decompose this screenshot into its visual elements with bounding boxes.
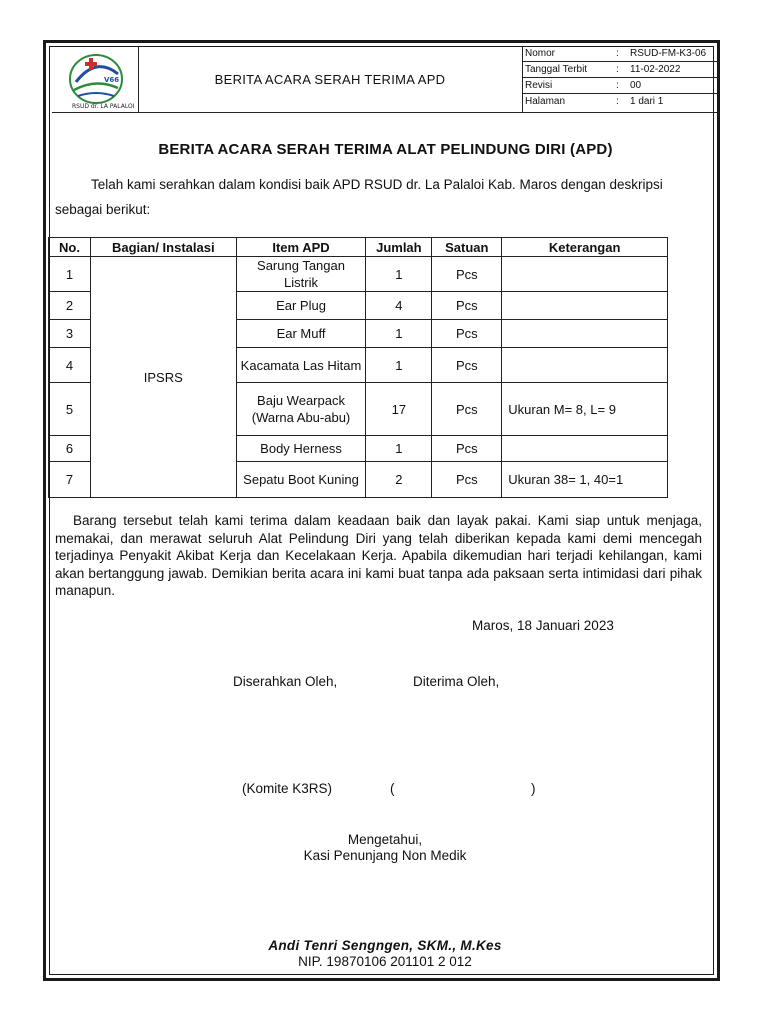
- received-by-label: Diterima Oleh,: [413, 674, 500, 689]
- meta-sep: :: [613, 62, 627, 78]
- cell-no: 7: [49, 462, 91, 498]
- cell-notes: [502, 348, 668, 383]
- cell-notes: Ukuran 38= 1, 40=1: [502, 462, 668, 498]
- cell-item: Ear Plug: [236, 292, 366, 320]
- meta-label: Nomor: [522, 46, 613, 62]
- hospital-logo-icon: [52, 46, 138, 112]
- cell-unit: IPSRS: [90, 257, 236, 498]
- cell-satuan: Pcs: [432, 292, 502, 320]
- cell-no: 3: [49, 320, 91, 348]
- cell-satuan: Pcs: [432, 257, 502, 292]
- table-header-row: [49, 238, 668, 257]
- col-header-notes: Keterangan: [502, 238, 668, 257]
- logo-caption: RSUD dr. LA PALALOI: [72, 103, 135, 110]
- handed-by-label: Diserahkan Oleh,: [233, 674, 338, 689]
- cell-qty: 1: [366, 320, 432, 348]
- intro-paragraph: [55, 172, 710, 222]
- cell-no: 2: [49, 292, 91, 320]
- signer-nip: NIP. 19870106 201101 2 012: [298, 954, 472, 969]
- statement-text: Barang tersebut telah kami terima dalam keadaan baik dan layak pakai. Kami siap untuk menjaga, memakai, dan merawat seluruh Alat Pelindung Diri yang telah diberikan kepada kami demi mencegah terjadinya Penyakit Akibat Kerja dan Kecelakaan Kerja. Apabila dikemudian hari terjadi kehilangan, kami akan bertanggung jawab. Demikian berita acara ini kami buat tanpa ada paksaan serta intimidasi dari pihak manapun.: [55, 513, 702, 598]
- cell-satuan: Pcs: [432, 348, 502, 383]
- cell-no: 6: [49, 436, 91, 462]
- col-header-unit-measure: Satuan: [432, 238, 502, 257]
- meta-label: Revisi: [522, 78, 613, 94]
- col-header-unit: Bagian/ Instalasi: [90, 238, 236, 257]
- cell-qty: 4: [366, 292, 432, 320]
- header-title: BERITA ACARA SERAH TERIMA APD: [138, 46, 523, 112]
- cell-item: Body Herness: [236, 436, 366, 462]
- cell-satuan: Pcs: [432, 383, 502, 436]
- cell-item: Baju Wearpack (Warna Abu-abu): [236, 383, 366, 436]
- cell-satuan: Pcs: [432, 320, 502, 348]
- cell-no: 5: [49, 383, 91, 436]
- intro-text: Telah kami serahkan dalam kondisi baik APD RSUD dr. La Palaloi Kab. Maros dengan deskripsi sebagai berikut:: [55, 177, 663, 217]
- signer-name: Andi Tenri Sengngen, SKM., M.Kes: [268, 938, 502, 953]
- meta-row: [522, 46, 719, 62]
- meta-row: [522, 78, 719, 94]
- cell-notes: Ukuran M= 8, L= 9: [502, 383, 668, 436]
- meta-value: 1 dari 1: [630, 96, 664, 107]
- cell-satuan: Pcs: [432, 462, 502, 498]
- cell-item: Sepatu Boot Kuning: [236, 462, 366, 498]
- cell-no: 4: [49, 348, 91, 383]
- meta-sep: :: [613, 78, 627, 94]
- cell-qty: 1: [366, 348, 432, 383]
- handed-by-name: (Komite K3RS): [242, 781, 333, 796]
- statement-paragraph: [55, 512, 702, 600]
- meta-row: [522, 94, 719, 110]
- meta-label: Halaman: [525, 96, 566, 107]
- cell-notes: [502, 320, 668, 348]
- document-title: BERITA ACARA SERAH TERIMA ALAT PELINDUNG DIRI (APD): [158, 141, 613, 158]
- meta-sep: :: [616, 96, 619, 107]
- meta-row: [522, 62, 719, 78]
- cell-notes: [502, 257, 668, 292]
- meta-value: RSUD-FM-K3-06: [627, 46, 719, 62]
- meta-value: 00: [627, 78, 719, 94]
- svg-text:V66: V66: [104, 76, 120, 84]
- cell-no: 1: [49, 257, 91, 292]
- received-open-paren: (: [390, 781, 395, 796]
- acknowledged-label: Mengetahui,: [347, 832, 423, 847]
- table-row: [49, 257, 668, 292]
- col-header-no: No.: [49, 238, 91, 257]
- apd-table: [48, 237, 668, 498]
- meta-label: Tanggal Terbit: [522, 62, 613, 78]
- cell-item: Kacamata Las Hitam: [236, 348, 366, 383]
- cell-notes: [502, 436, 668, 462]
- cell-item: Sarung Tangan Listrik: [236, 257, 366, 292]
- meta-sep: :: [613, 46, 627, 62]
- col-header-item: Item APD: [236, 238, 366, 257]
- cell-satuan: Pcs: [432, 436, 502, 462]
- cell-notes: [502, 292, 668, 320]
- received-close-paren: ): [531, 781, 536, 796]
- cell-qty: 1: [366, 257, 432, 292]
- meta-value: 11-02-2022: [627, 62, 719, 78]
- acknowledged-role: Kasi Penunjang Non Medik: [303, 848, 467, 863]
- document-meta-table: [522, 46, 719, 109]
- cell-qty: 2: [366, 462, 432, 498]
- col-header-qty: Jumlah: [366, 238, 432, 257]
- document-header: [52, 46, 719, 113]
- logo-cell: [52, 46, 139, 112]
- cell-qty: 17: [366, 383, 432, 436]
- cell-item: Ear Muff: [236, 320, 366, 348]
- cell-qty: 1: [366, 436, 432, 462]
- place-date: Maros, 18 Januari 2023: [472, 618, 614, 633]
